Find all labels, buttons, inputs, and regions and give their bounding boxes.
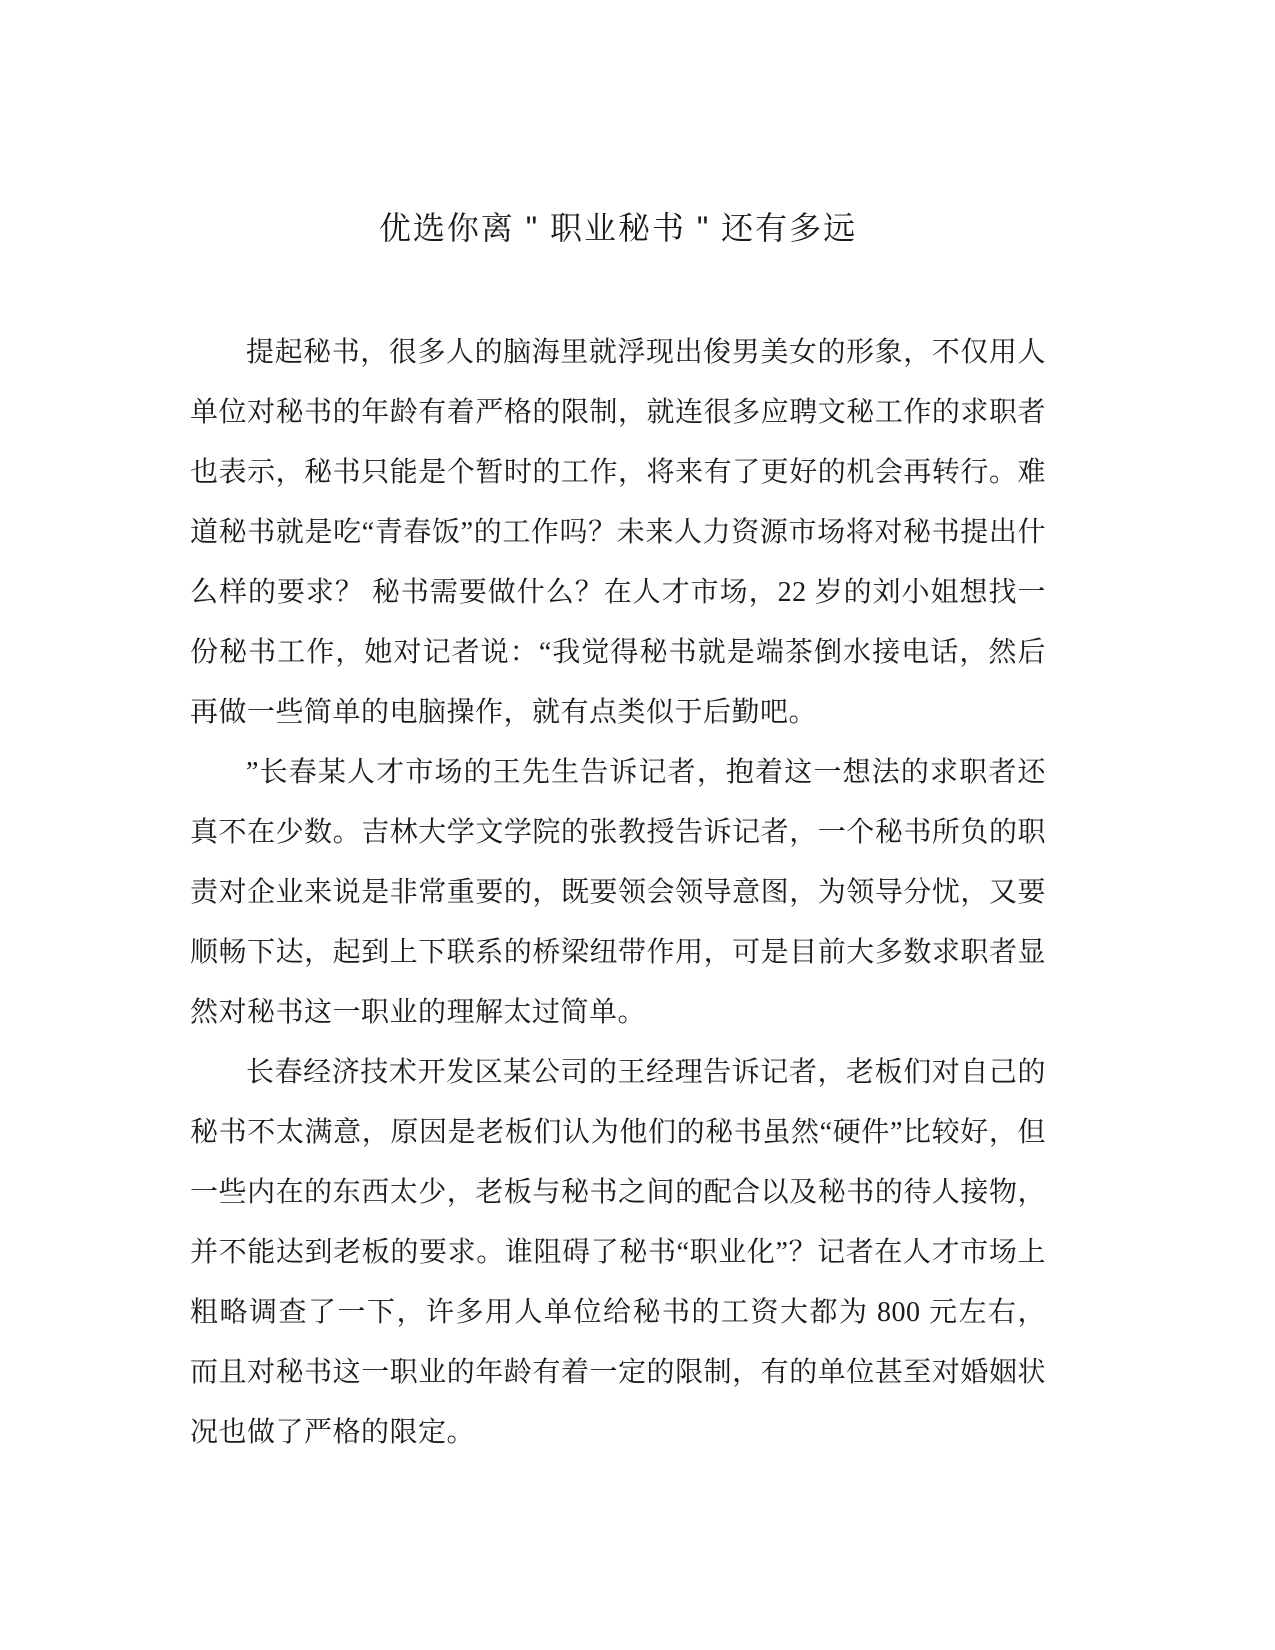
paragraph: ”长春某人才市场的王先生告诉记者，抱着这一想法的求职者还真不在少数。吉林大学文学院的张教授告诉记者，一个秘书所负的职责对企业来说是非常重要的，既要领会领导意图，为领导分忧，又要顺畅下达，起到上下联系的桥梁纽带作用，可是目前大多数求职者显然对秘书这一职业的理解太过简单。 [190, 757, 1046, 1028]
document-body [190, 323, 1046, 1463]
paragraph: 提起秘书，很多人的脑海里就浮现出俊男美女的形象，不仅用人单位对秘书的年龄有着严格的限制，就连很多应聘文秘工作的求职者也表示，秘书只能是个暂时的工作，将来有了更好的机会再转行。难道秘书就是吃“青春饭”的工作吗？未来人力资源市场将对秘书提出什么样的要求？ 秘书需要做什么？在人才市场，22 岁的刘小姐想找一份秘书工作，她对记者说：“我觉得秘书就是端茶倒水接电话，然后再做一些简单的电脑操作，就有点类似于后勤吧。 [190, 337, 1046, 728]
document-title: 优选你离 " 职业秘书 " 还有多远 [378, 210, 858, 246]
paragraph: 长春经济技术开发区某公司的王经理告诉记者，老板们对自己的秘书不太满意，原因是老板们认为他们的秘书虽然“硬件”比较好，但一些内在的东西太少，老板与秘书之间的配合以及秘书的待人接物，并不能达到老板的要求。谁阻碍了秘书“职业化”？记者在人才市场上粗略调查了一下，许多用人单位给秘书的工资大都为 800 元左右，而且对秘书这一职业的年龄有着一定的限制，有的单位甚至对婚姻状况也做了严格的限定。 [190, 1057, 1046, 1448]
